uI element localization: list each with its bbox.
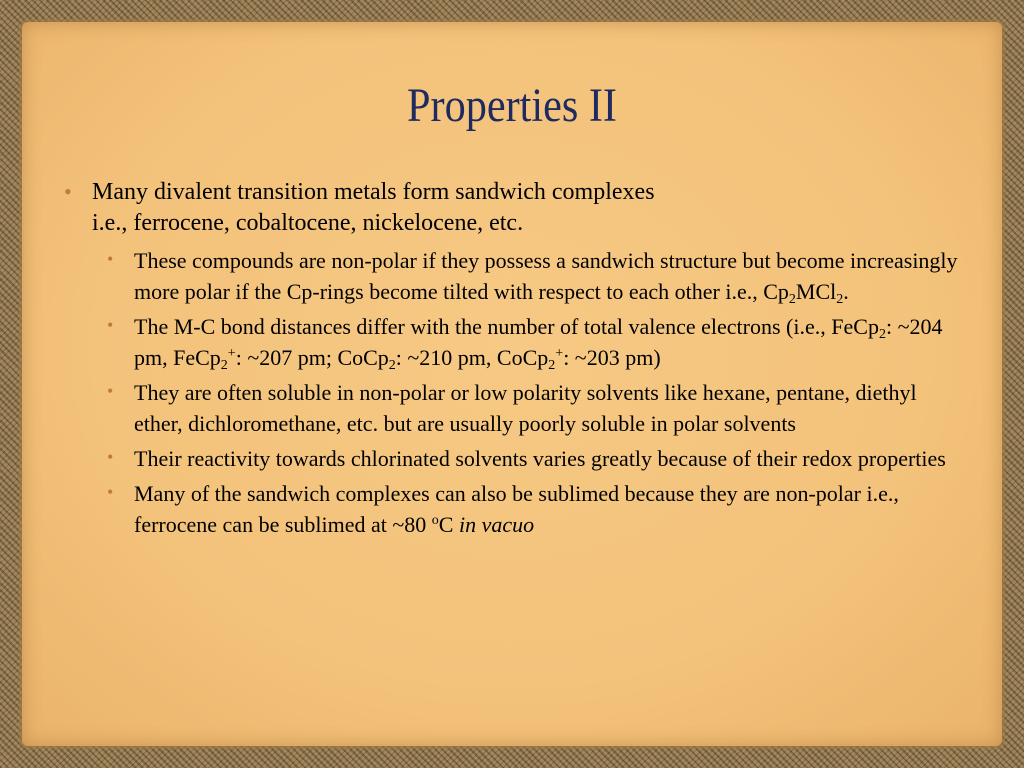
main-bullet [62,177,967,239]
bullet-icon: • [107,482,114,502]
sub-bullet-polarity: • These compounds are non-polar if they possess a sandwich structure but become increasingly more polar if the Cp-rings become tilted with respect to each other i.e., $Cp_2MCl_2$. [62,245,967,307]
sub-bullet-sublimation: • Many of the sandwich complexes can also be sublimed because they are non-polar i.e., ferrocene can be sublimed at ~80 $^o$C in vacuo [62,478,967,540]
bullet-icon: • [107,381,114,401]
bullet-icon: • [107,249,114,269]
slide-title: Properties II [407,79,617,132]
sub-bullet-reactivity: • Their reactivity towards chlorinated solvents varies greatly because of their redox properties [62,443,967,474]
bullet-icon: • [107,315,114,335]
main-bullet-line2: i.e., ferrocene, cobaltocene, nickelocene, etc. [92,210,524,236]
sub-bullet-bond-distances: • The M-C bond distances differ with the number of total valence electrons (i.e., FeCp$_2$: ~204 pm, FeCp$_2$+: ~207 pm; CoCp$_2$: ~210 pm, CoCp$_2$+: ~203 pm) [62,311,967,373]
bullet-icon: • [107,447,114,467]
slide-content [62,177,967,544]
bullet-icon: • [64,179,72,204]
main-bullet-line1: Many divalent transition metals form sandwich complexes [92,179,655,205]
sub-bullet-solubility: • They are often soluble in non-polar or low polarity solvents like hexane, pentane, diethyl ether, dichloromethane, etc. but are usually poorly soluble in polar solvents [62,377,967,439]
